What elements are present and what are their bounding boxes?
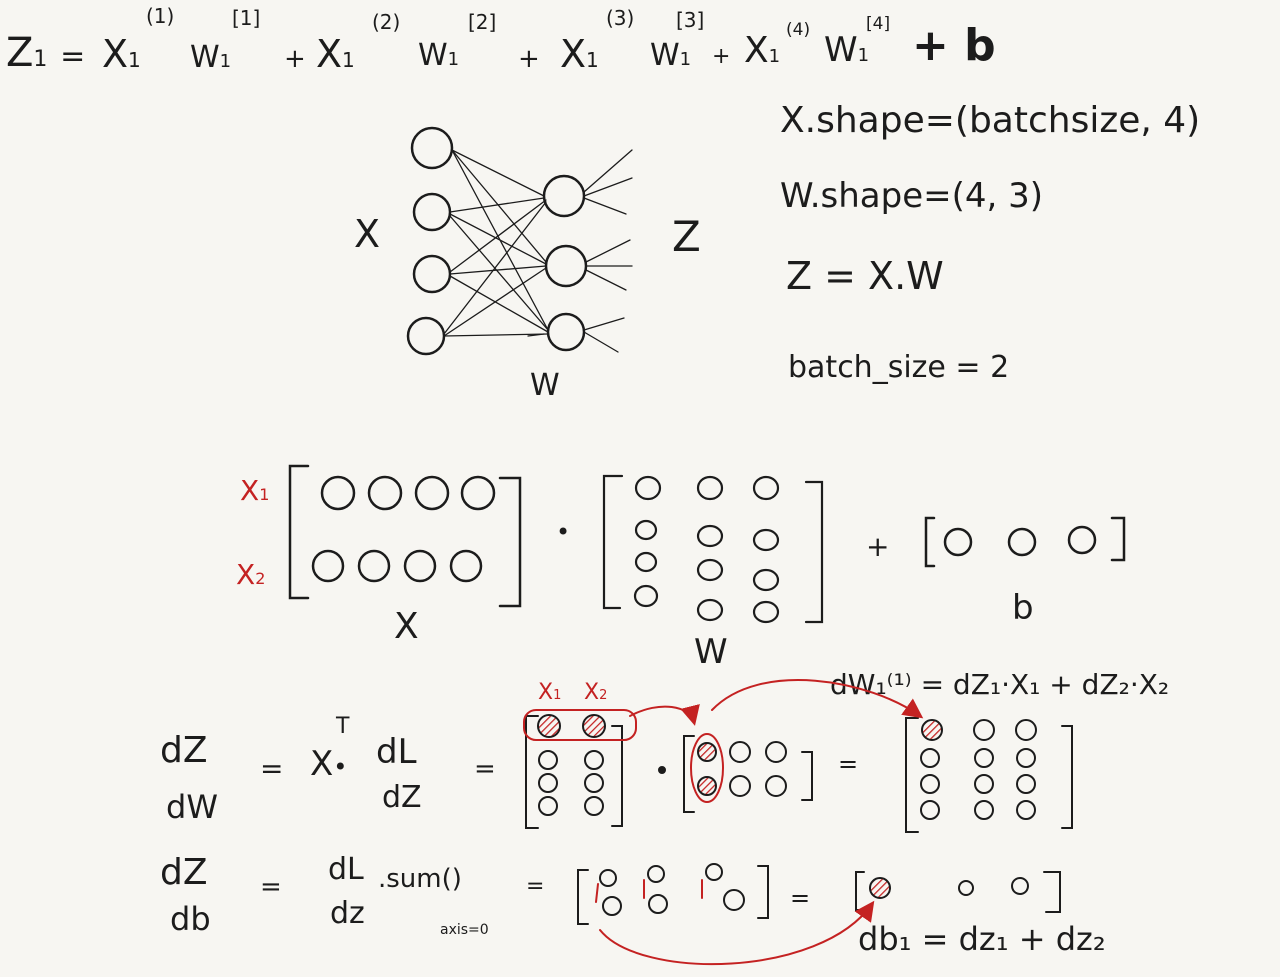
dzdb-numerator: dZ	[160, 852, 208, 893]
db-source-matrix	[578, 864, 768, 924]
z1-label: Z1 =	[6, 30, 86, 76]
input-node	[414, 256, 450, 292]
term1-w: W1	[190, 40, 232, 75]
term2-w-sup: [2]	[468, 10, 497, 34]
term4-w: W1	[824, 30, 870, 70]
output-layer-nodes	[544, 176, 586, 350]
input-node	[412, 128, 452, 168]
term1-w-sup: [1]	[232, 6, 261, 30]
network-x-label: X	[354, 212, 381, 256]
b-vector-cell	[1009, 529, 1035, 555]
axis-note: axis=0	[440, 922, 489, 938]
b-vector-cell	[945, 529, 971, 555]
plus-1: +	[284, 44, 306, 74]
grad-w-arrows	[630, 680, 920, 722]
term4-x-sup: (4)	[786, 20, 811, 40]
w-matrix-cell	[698, 560, 722, 580]
db-formula: db₁ = dz₁ + dz₂	[858, 920, 1106, 958]
w-matrix-cell	[636, 553, 656, 571]
plus-2: +	[518, 44, 540, 74]
dw-formula: dW₁⁽¹⁾ = dZ₁·X₁ + dZ₂·X₂	[830, 668, 1170, 701]
z-formula-note: Z = X.W	[786, 254, 944, 298]
x-matrix-cell	[313, 551, 343, 581]
grad-b-equals-1: =	[260, 872, 282, 902]
sum-call: .sum()	[378, 864, 462, 894]
row-x1-label: X1	[240, 474, 270, 507]
term3-w: W1	[650, 38, 692, 73]
plus-3: +	[712, 44, 731, 69]
network-w-label: W	[530, 368, 560, 403]
x-matrix-cell	[462, 477, 494, 509]
w-matrix-cell	[754, 570, 778, 590]
xt-matrix	[524, 710, 636, 828]
x-matrix-cell	[416, 477, 448, 509]
grad-w-transpose: T	[336, 714, 350, 739]
w-matrix-cell	[698, 526, 722, 546]
network-weights	[444, 150, 632, 352]
batch-size-note: batch_size = 2	[788, 350, 1010, 385]
row-x2-label: X2	[236, 558, 266, 591]
x-shape-note: X.shape=(batchsize, 4)	[780, 100, 1201, 141]
b-vector-cell	[1069, 527, 1095, 553]
input-layer-nodes	[408, 128, 452, 354]
dldz-b-numerator: dL	[328, 852, 364, 887]
w-matrix-caption: W	[694, 632, 728, 672]
forward-plus: +	[866, 530, 890, 563]
dzdb-denominator: db	[170, 900, 211, 938]
output-node	[546, 246, 586, 286]
dw-result-matrix	[906, 718, 1072, 832]
x-matrix-cell	[322, 477, 354, 509]
forward-dot: •	[556, 518, 571, 546]
b-vector	[926, 518, 1124, 566]
w-matrix-cell	[636, 477, 660, 499]
term1-x-sup: (1)	[146, 4, 175, 28]
dzdw-numerator: dZ	[160, 730, 208, 771]
x-matrix-cell	[369, 477, 401, 509]
term4-x: X1	[744, 30, 781, 71]
grad-w-equals-2: =	[474, 754, 496, 784]
dldz-numerator: dL	[376, 732, 417, 772]
w-matrix-cell	[754, 530, 778, 550]
dldz-matrix	[659, 734, 812, 812]
x-matrix-cell	[359, 551, 389, 581]
w-matrix	[604, 476, 822, 622]
w-matrix-cell	[754, 602, 778, 622]
grad-b-equals-2: =	[526, 874, 545, 899]
grad-b-arrow	[600, 904, 872, 964]
w-matrix-cell	[698, 477, 722, 499]
output-node	[544, 176, 584, 216]
network-z-label: Z	[672, 212, 701, 261]
x-matrix	[290, 466, 520, 606]
w-shape-note: W.shape=(4, 3)	[780, 176, 1044, 216]
term3-x-sup: (3)	[606, 6, 635, 30]
x-matrix-caption: X	[394, 606, 419, 647]
dzdw-denominator: dW	[166, 788, 218, 826]
input-node	[414, 194, 450, 230]
term2-x-sup: (2)	[372, 10, 401, 34]
term3-w-sup: [3]	[676, 8, 705, 32]
w-matrix-cell	[636, 521, 656, 539]
term3-x: X1	[560, 32, 599, 76]
bias-term: + b	[912, 20, 996, 71]
grad-w-equals-3: =	[838, 750, 859, 778]
term2-x: X1	[316, 32, 355, 76]
term2-w: W1	[418, 38, 460, 73]
w-matrix-cell	[635, 586, 657, 606]
grad-w-x-term: X•	[310, 744, 348, 784]
db-result-vector	[856, 872, 1060, 912]
grad-b-equals-3: =	[790, 884, 811, 912]
grad-w-equals-1: =	[260, 752, 284, 785]
term4-w-sup: [4]	[866, 14, 891, 34]
col-label-x1: X1	[538, 680, 562, 705]
output-node	[548, 314, 584, 350]
col-label-x2: X2	[584, 680, 608, 705]
x-matrix-cell	[405, 551, 435, 581]
w-matrix-cell	[698, 600, 722, 620]
x-matrix-cell	[451, 551, 481, 581]
term1-x: X1	[102, 32, 141, 76]
b-caption: b	[1012, 588, 1034, 628]
dldz-b-denominator: dz	[330, 896, 365, 931]
dldz-denominator: dZ	[382, 780, 422, 815]
input-node	[408, 318, 444, 354]
w-matrix-cell	[754, 477, 778, 499]
